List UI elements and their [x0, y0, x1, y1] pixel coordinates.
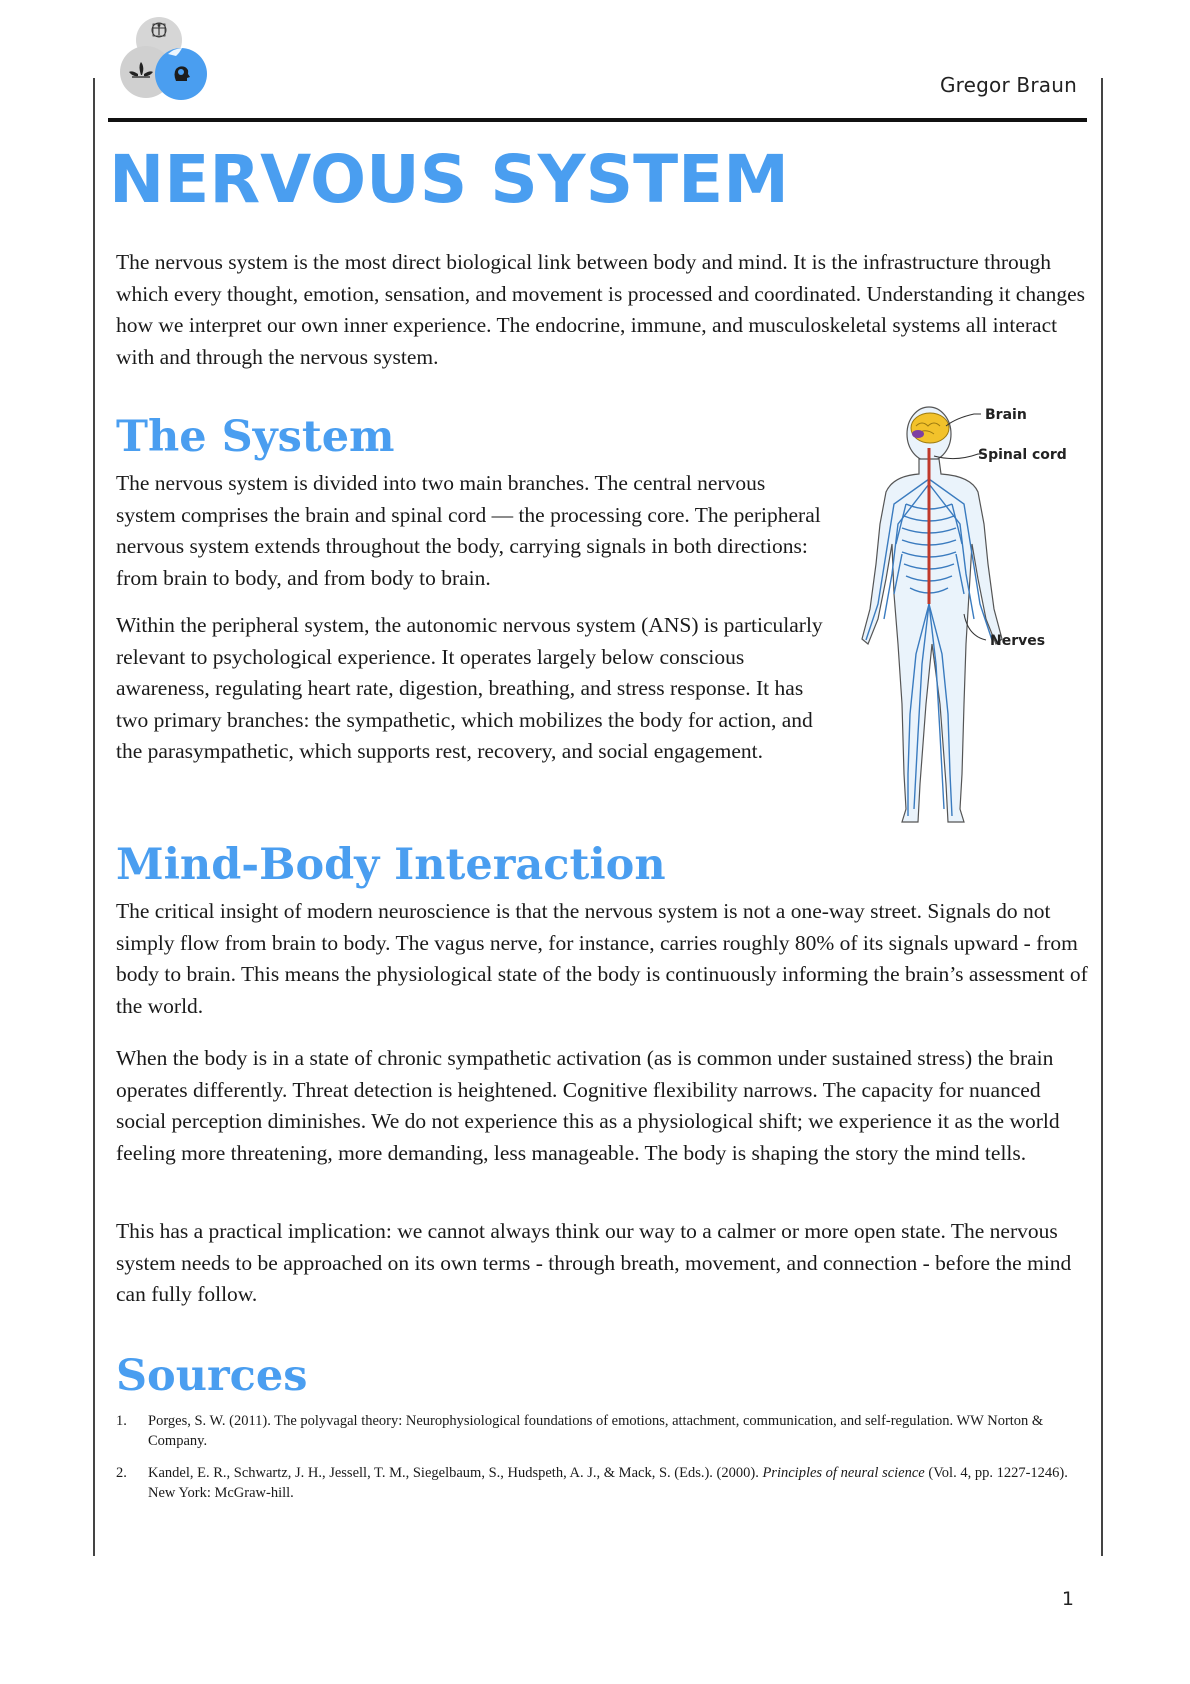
mind-body-paragraph-1: The critical insight of modern neuroscience is that the nervous system is not a one-way street. Signals do not simply flow from brain to body. The vagus nerve, for instance, carries roughly 80% of its signals upward - from body to brain. This means the physiological state of the body is continuously informing the brain’s assessment of the world.	[116, 899, 1088, 1018]
system-paragraph-2: Within the peripheral system, the autonomic nervous system (ANS) is particularly relevant to psychological experience. It operates largely below conscious awareness, regulating heart rate, digestion, breathing, and stress response. It has two primary branches: the sympathetic, which mobilizes the body for action, and the parasympathetic, which supports rest, recovery, and social engagement.	[116, 613, 823, 763]
nervous-system-figure	[836, 404, 1096, 836]
left-margin-line	[93, 78, 95, 1556]
reference-text-pre: Kandel, E. R., Schwartz, J. H., Jessell, T. M., Siegelbaum, S., Hudspeth, A. J., & Mack, S. (Eds.). (2000).	[148, 1465, 763, 1481]
reference-item	[116, 1463, 1076, 1503]
label-nerves: Nerves	[990, 633, 1046, 649]
section-heading-mind-body: Mind-Body Interaction	[116, 840, 666, 890]
reference-item	[116, 1411, 1076, 1451]
mind-body-paragraph-2: When the body is in a state of chronic sympathetic activation (as is common under sustained stress) the brain operates differently. Threat detection is heightened. Cognitive flexibility narrows. The capacity for nuanced social perception diminishes. We do not experience this as a physiological shift; we experience it as the world feeling more threatening, more demanding, less manageable. The body is shaping the story the mind tells.	[116, 1046, 1060, 1165]
section-heading-system: The System	[116, 412, 395, 462]
reference-book-title: Principles of neural science	[762, 1465, 925, 1481]
system-paragraph-1: The nervous system is divided into two main branches. The central nervous system comprises the brain and spinal cord — the processing core. The peripheral nervous system extends throughout the body, carrying signals in both directions: from brain to body, and from body to brain.	[116, 471, 821, 590]
intro-paragraph: The nervous system is the most direct biological link between body and mind. It is the infrastructure through which every thought, emotion, sensation, and movement is processed and coordinated. Understanding it changes how we interpret our own inner experience. The endocrine, immune, and musculoskeletal systems all interact with and through the nervous system.	[116, 250, 1086, 369]
author-name: Gregor Braun	[939, 73, 1077, 97]
section-heading-sources: Sources	[116, 1351, 308, 1401]
references-list	[116, 1411, 1076, 1515]
reference-text-post: (Vol. 4, pp. 1227-1246). New York: McGraw-hill.	[148, 1465, 1068, 1501]
right-margin-line	[1101, 78, 1103, 1556]
label-brain: Brain	[985, 407, 1027, 423]
label-spinal-cord: Spinal cord	[978, 447, 1067, 463]
brain-shape	[911, 413, 949, 443]
page-title: NERVOUS SYSTEM	[109, 141, 789, 218]
reference-number: 1.	[116, 1413, 127, 1429]
reference-text: Porges, S. W. (2011). The polyvagal theory: Neurophysiological foundations of emotions, attachment, communication, and self-regulation. WW Norton & Company.	[148, 1413, 1044, 1449]
page-number: 1	[1061, 1588, 1074, 1610]
header-rule	[108, 118, 1087, 122]
mind-body-paragraph-3: This has a practical implication: we cannot always think our way to a calmer or more open state. The nervous system needs to be approached on its own terms - through breath, movement, and connection - before the mind can fully follow.	[116, 1219, 1072, 1306]
brand-logo	[116, 14, 216, 106]
reference-number: 2.	[116, 1465, 127, 1481]
